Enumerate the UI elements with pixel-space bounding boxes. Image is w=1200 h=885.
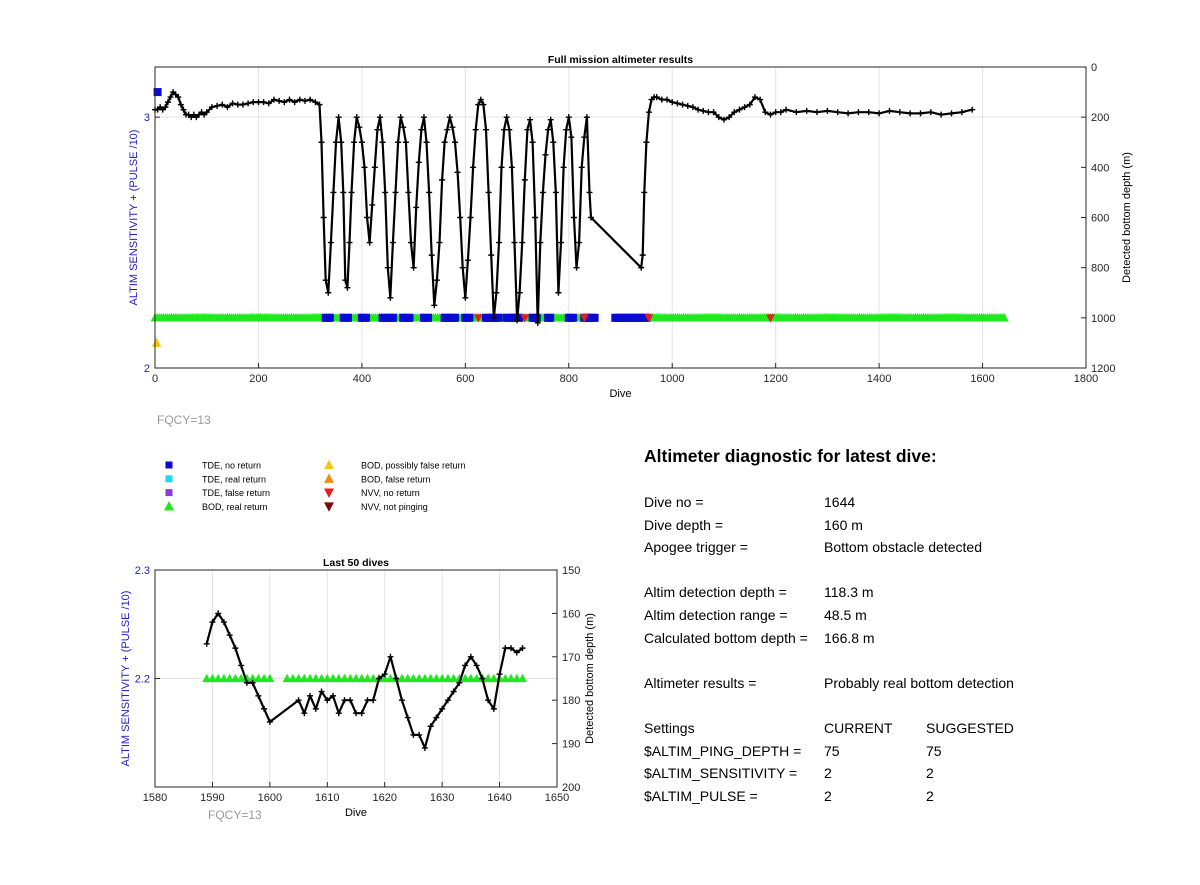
data-point xyxy=(591,314,599,322)
data-point xyxy=(835,109,841,115)
dive-no-row xyxy=(644,491,1184,514)
data-point xyxy=(328,240,334,246)
dive-depth-label: Dive depth = xyxy=(644,516,723,533)
y-right-axis-label: Detected bottom depth (m) xyxy=(584,613,596,744)
data-point xyxy=(793,109,799,115)
data-point xyxy=(204,641,210,647)
fqcy-main-label: FQCY=13 xyxy=(157,413,211,427)
data-point xyxy=(540,189,546,195)
dive-depth-row xyxy=(644,514,1184,537)
data-point xyxy=(374,127,380,133)
setting-suggested: 2 xyxy=(926,787,934,804)
data-point xyxy=(553,189,559,195)
setting-name: $ALTIM_PULSE = xyxy=(644,787,758,804)
data-point xyxy=(462,295,468,301)
legend-marker xyxy=(324,489,334,498)
legend-label: TDE, false return xyxy=(202,488,271,499)
data-point xyxy=(640,252,646,258)
legend-marker xyxy=(324,502,334,511)
detection-depth-label: Altim detection depth = xyxy=(644,584,787,601)
x-axis-label: Dive xyxy=(609,388,632,400)
data-point xyxy=(502,645,508,651)
data-point xyxy=(367,240,373,246)
data-point xyxy=(439,177,445,183)
data-point xyxy=(411,265,417,271)
legend xyxy=(0,455,520,525)
legend-label: NVV, no return xyxy=(361,488,420,499)
chart-title: Full mission altimeter results xyxy=(547,54,694,66)
data-point xyxy=(457,215,463,221)
data-point xyxy=(845,110,851,116)
x-tick-label: 1600 xyxy=(257,792,283,804)
data-point xyxy=(561,164,567,170)
data-point xyxy=(424,139,430,145)
data-point xyxy=(261,99,267,105)
y-right-tick-label: 200 xyxy=(1091,112,1110,125)
data-point xyxy=(214,103,220,109)
data-point xyxy=(390,240,396,246)
data-point xyxy=(519,240,525,246)
setting-row xyxy=(644,740,1184,763)
data-point xyxy=(855,109,861,115)
y-left-tick-label: 2.2 xyxy=(134,673,150,686)
x-tick-label: 1650 xyxy=(544,792,570,804)
data-point xyxy=(416,159,422,165)
setting-name: $ALTIM_PING_DEPTH = xyxy=(644,742,802,759)
data-point xyxy=(581,134,587,140)
x-tick-label: 200 xyxy=(249,373,268,385)
data-point xyxy=(579,164,585,170)
data-point xyxy=(876,110,882,116)
data-point xyxy=(349,189,355,195)
data-point xyxy=(804,108,810,114)
setting-current: 2 xyxy=(824,765,832,782)
data-point xyxy=(586,189,592,195)
y-right-tick-label: 160 xyxy=(562,608,581,621)
y-right-tick-label: 400 xyxy=(1091,162,1110,175)
x-tick-label: 1640 xyxy=(487,792,512,804)
data-point xyxy=(238,662,244,668)
data-point xyxy=(674,100,680,106)
data-point xyxy=(522,177,528,183)
data-point xyxy=(496,240,502,246)
data-point xyxy=(413,204,419,210)
data-point xyxy=(824,108,830,114)
y-right-tick-label: 200 xyxy=(562,782,581,794)
full-mission-chart xyxy=(0,0,1200,410)
dive-no-value: 1644 xyxy=(824,494,856,510)
x-tick-label: 400 xyxy=(352,373,372,385)
detection-depth-row xyxy=(644,581,1184,604)
data-point xyxy=(351,139,357,145)
data-point xyxy=(571,215,577,221)
setting-current: 2 xyxy=(824,787,832,804)
suggested-header: SUGGESTED xyxy=(926,719,1014,736)
y-left-tick-label: 3 xyxy=(143,112,150,125)
y-right-tick-label: 600 xyxy=(1091,212,1110,225)
x-tick-label: 1400 xyxy=(866,373,892,385)
data-point xyxy=(321,215,327,221)
data-point xyxy=(152,338,162,347)
data-point xyxy=(517,290,523,296)
data-point xyxy=(530,139,536,145)
setting-name: $ALTIM_SENSITIVITY = xyxy=(644,765,798,782)
y-right-tick-label: 0 xyxy=(1091,62,1098,74)
fqcy-last-label: FQCY=13 xyxy=(208,808,262,822)
data-point xyxy=(473,127,479,133)
legend-label: BOD, false return xyxy=(361,474,431,485)
data-point xyxy=(344,285,350,291)
data-point xyxy=(405,715,411,721)
data-point xyxy=(398,114,404,120)
setting-current: 75 xyxy=(824,742,840,759)
data-point xyxy=(255,99,261,105)
data-point xyxy=(566,114,572,120)
data-point xyxy=(276,98,282,104)
dive-depth-value: 160 m xyxy=(824,516,863,533)
data-point xyxy=(545,127,551,133)
data-point xyxy=(325,290,331,296)
data-point xyxy=(377,114,383,120)
apogee-label: Apogee trigger = xyxy=(644,539,748,556)
data-point xyxy=(928,109,934,115)
detection-depth-value: 118.3 m xyxy=(824,584,874,601)
x-tick-label: 800 xyxy=(559,373,578,385)
data-point xyxy=(546,314,554,322)
data-point xyxy=(333,139,339,145)
y-right-tick-label: 1000 xyxy=(1091,312,1116,325)
data-point xyxy=(543,152,549,158)
data-point xyxy=(555,290,561,296)
data-point xyxy=(814,109,820,115)
x-tick-label: 1800 xyxy=(1073,373,1099,385)
data-point xyxy=(685,103,691,109)
settings-label: Settings xyxy=(644,719,695,736)
results-row xyxy=(644,672,1184,695)
data-point xyxy=(511,240,517,246)
y-right-tick-label: 170 xyxy=(562,651,581,664)
data-point xyxy=(330,189,336,195)
x-tick-label: 1580 xyxy=(142,792,168,804)
data-point xyxy=(326,314,334,322)
data-point xyxy=(344,314,352,322)
legend-label: TDE, real return xyxy=(202,474,267,485)
data-point xyxy=(483,127,489,133)
setting-row xyxy=(644,762,1184,785)
detection-range-label: Altim detection range = xyxy=(644,606,788,623)
apogee-value: Bottom obstacle detected xyxy=(824,539,982,556)
data-point xyxy=(408,240,414,246)
plot-frame xyxy=(155,67,1086,368)
y-left-axis-label: ALTIM SENSITIVITY + (PULSE /10) xyxy=(128,129,140,306)
data-point xyxy=(465,314,473,322)
data-point xyxy=(700,108,706,114)
x-tick-label: 600 xyxy=(456,373,475,385)
data-point xyxy=(444,127,450,133)
data-point xyxy=(442,139,448,145)
series-line xyxy=(155,92,972,323)
data-point xyxy=(359,139,365,145)
data-point xyxy=(949,110,955,116)
diagnostic-panel xyxy=(644,446,1184,807)
data-point xyxy=(499,164,505,170)
data-point xyxy=(369,202,375,208)
legend-marker xyxy=(166,475,173,482)
data-point xyxy=(364,215,370,221)
y-left-tick-label: 2 xyxy=(143,363,150,375)
data-point xyxy=(393,189,399,195)
data-point xyxy=(506,127,512,133)
results-value: Probably real bottom detection xyxy=(824,674,1014,691)
data-point xyxy=(336,114,342,120)
data-point xyxy=(969,107,975,113)
legend-label: BOD, real return xyxy=(202,501,268,512)
data-point xyxy=(434,277,440,283)
data-point xyxy=(426,189,432,195)
x-tick-label: 1590 xyxy=(200,792,225,804)
data-point xyxy=(574,265,580,271)
data-point xyxy=(250,99,256,105)
y-right-tick-label: 150 xyxy=(562,565,581,577)
data-point xyxy=(641,189,647,195)
data-point xyxy=(240,102,246,108)
data-point xyxy=(509,164,515,170)
data-point xyxy=(497,671,503,677)
setting-suggested: 2 xyxy=(926,765,934,782)
data-point xyxy=(518,674,527,682)
data-point xyxy=(488,252,494,258)
data-point xyxy=(447,114,453,120)
setting-row xyxy=(644,785,1184,808)
data-point xyxy=(486,189,492,195)
results-label: Altimeter results = xyxy=(644,674,757,691)
diagnostic-title: Altimeter diagnostic for latest dive: xyxy=(644,446,937,466)
data-point xyxy=(245,100,251,106)
x-tick-label: 1610 xyxy=(315,792,340,804)
data-point xyxy=(235,102,241,108)
legend-marker xyxy=(166,489,173,496)
data-point xyxy=(421,114,427,120)
legend-marker xyxy=(166,462,173,469)
x-tick-label: 1630 xyxy=(429,792,455,804)
data-point xyxy=(470,164,476,170)
data-point xyxy=(424,314,432,322)
data-point xyxy=(399,697,405,703)
data-point xyxy=(436,240,442,246)
data-point xyxy=(646,109,652,115)
y-left-tick-label: 2.3 xyxy=(134,565,150,577)
y-right-tick-label: 190 xyxy=(562,738,581,751)
x-tick-label: 1620 xyxy=(372,792,397,804)
data-point xyxy=(319,139,325,145)
data-point xyxy=(395,139,401,145)
data-point xyxy=(493,290,499,296)
data-point xyxy=(569,314,577,322)
data-point xyxy=(452,139,458,145)
data-point xyxy=(382,189,388,195)
setting-suggested: 75 xyxy=(926,742,942,759)
data-point xyxy=(400,124,406,130)
x-tick-label: 1000 xyxy=(659,373,685,385)
data-point xyxy=(449,124,455,130)
settings-header-row xyxy=(644,717,1184,740)
calculated-depth-label: Calculated bottom depth = xyxy=(644,629,808,646)
data-point xyxy=(897,109,903,115)
data-point xyxy=(418,127,424,133)
data-point xyxy=(429,252,435,258)
data-point xyxy=(340,189,346,195)
data-point xyxy=(359,710,365,716)
calculated-depth-value: 166.8 m xyxy=(824,629,875,646)
y-right-axis-label: Detected bottom depth (m) xyxy=(1121,152,1133,283)
last-50-chart xyxy=(0,555,640,830)
data-point xyxy=(431,302,437,308)
data-point xyxy=(380,139,386,145)
data-point xyxy=(537,240,543,246)
chart-title: Last 50 dives xyxy=(323,557,389,569)
legend-marker xyxy=(164,501,174,510)
data-point xyxy=(550,139,556,145)
x-tick-label: 0 xyxy=(151,373,159,385)
data-point xyxy=(558,240,564,246)
data-point xyxy=(403,139,409,145)
y-left-axis-label: ALTIM SENSITIVITY + (PULSE /10) xyxy=(120,590,132,767)
data-point xyxy=(387,654,393,660)
y-right-tick-label: 800 xyxy=(1091,262,1110,275)
data-point xyxy=(405,314,413,322)
data-point xyxy=(451,314,459,322)
legend-marker xyxy=(324,460,334,469)
legend-label: NVV, not pinging xyxy=(361,501,428,512)
data-point xyxy=(455,169,461,175)
data-point xyxy=(705,109,711,115)
data-point xyxy=(917,110,923,116)
legend-label: TDE, no return xyxy=(202,460,262,471)
data-point xyxy=(338,139,344,145)
y-right-tick-label: 180 xyxy=(562,695,581,708)
data-point xyxy=(410,732,416,738)
data-point xyxy=(907,110,913,116)
data-point xyxy=(584,114,590,120)
x-tick-label: 1200 xyxy=(763,373,788,385)
detection-range-row xyxy=(644,604,1184,627)
data-point xyxy=(346,240,352,246)
dive-no-label: Dive no = xyxy=(644,494,704,510)
calculated-depth-row xyxy=(644,627,1184,650)
data-point xyxy=(501,127,507,133)
data-point xyxy=(576,240,582,246)
data-point xyxy=(959,109,965,115)
data-point xyxy=(524,127,530,133)
data-point xyxy=(354,114,360,120)
data-point xyxy=(362,314,370,322)
data-point xyxy=(532,215,538,221)
x-axis-label: Dive xyxy=(344,807,368,819)
data-point xyxy=(504,114,510,120)
data-point xyxy=(468,215,474,221)
data-point xyxy=(387,295,393,301)
data-point xyxy=(866,109,872,115)
data-point xyxy=(405,189,411,195)
data-point xyxy=(886,108,892,114)
data-point xyxy=(302,98,308,104)
y-right-tick-label: 1200 xyxy=(1091,363,1116,375)
data-point xyxy=(370,697,376,703)
legend-marker xyxy=(324,473,334,482)
data-point xyxy=(265,674,274,682)
legend-label: BOD, possibly false return xyxy=(361,460,466,471)
detection-range-value: 48.5 m xyxy=(824,606,867,623)
data-point xyxy=(389,314,397,322)
x-tick-label: 1600 xyxy=(970,373,995,385)
data-point xyxy=(372,164,378,170)
apogee-row xyxy=(644,536,1184,559)
data-point xyxy=(680,102,686,108)
current-header: CURRENT xyxy=(824,719,893,736)
data-point xyxy=(643,139,649,145)
data-point xyxy=(385,265,391,271)
